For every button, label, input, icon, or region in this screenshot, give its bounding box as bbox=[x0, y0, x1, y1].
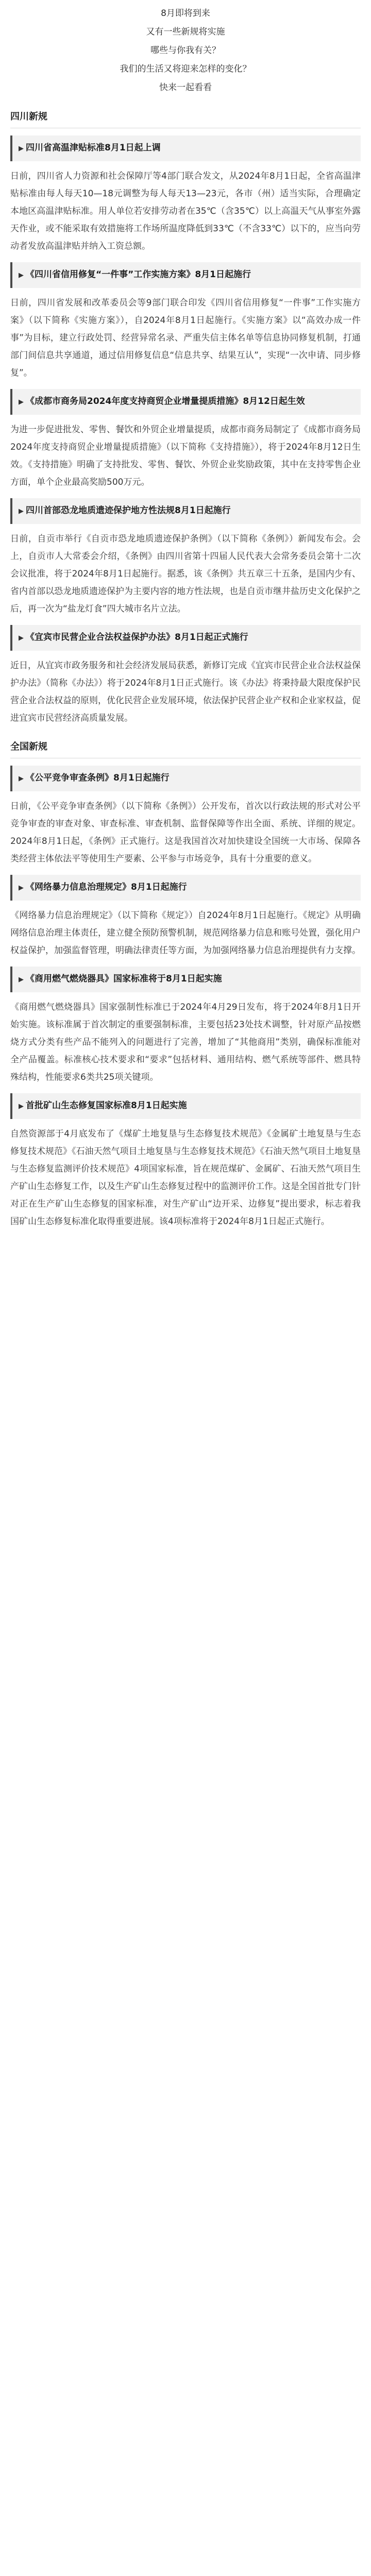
item-heading bbox=[10, 766, 361, 791]
item-heading-text: 首批矿山生态修复国家标准8月1日起实施 bbox=[26, 1100, 187, 1111]
triangle-bullet-icon: ▶ bbox=[19, 398, 24, 406]
triangle-bullet-icon: ▶ bbox=[19, 634, 24, 642]
item-paragraph: 为进一步促进批发、零售、餐饮和外贸企业增量提质，成都市商务局制定了《成都市商务局2024年度支持商贸企业增量提质措施》（以下简称《支持措施》），将于2024年8月12日生效。《支持措施》明确了支持批发、零售、餐饮、外贸企业奖励政策，其中在支持零售企业方面，单个企业最高奖励500万元。 bbox=[10, 425, 361, 487]
item-heading-text: 《公平竞争审查条例》8月1日起施行 bbox=[26, 773, 170, 783]
intro-block bbox=[10, 4, 361, 97]
item-paragraph: 《商用燃气燃烧器具》国家强制性标准已于2024年4月29日发布，将于2024年8月1日开始实施。该标准属于首次制定的重要强制标准，主要包括23处技术调整，针对原产品按燃烧方式分类有些产品不能列入的问题进行了完善，增加了“其他商用”类别，确保标准能对全产品覆盖。标准核心技术要求和“要求”包括材料、通用结构、燃气系统等部件、燃具特殊结构，性能要求6类共25项关键项。 bbox=[10, 1002, 361, 1082]
item-heading bbox=[10, 498, 361, 524]
item-paragraph: 近日，从宜宾市政务服务和社会经济发展局获悉，新修订完成《宜宾市民营企业合法权益保护办法》（简称《办法》）将于2024年8月1日正式施行。该《办法》将秉持最大限度保护民营企业合法权益的原则，优化民营企业发展环境，依法保护民营企业产权和企业家权益，促进宜宾市民营经济高质量发展。 bbox=[10, 660, 361, 723]
article bbox=[0, 0, 371, 1230]
intro-line: 哪些与你我有关？ bbox=[150, 45, 221, 56]
item-heading-text: 《网络暴力信息治理规定》8月1日起施行 bbox=[26, 882, 187, 892]
triangle-bullet-icon: ▶ bbox=[19, 775, 24, 783]
item-heading bbox=[10, 625, 361, 651]
triangle-bullet-icon: ▶ bbox=[19, 507, 24, 515]
item-heading-text: 《宜宾市民营企业合法权益保护办法》8月1日起正式施行 bbox=[26, 632, 248, 642]
item-paragraph: 日前，《公平竞争审查条例》（以下简称《条例》）公开发布，首次以行政法规的形式对公平竞争审查的审查对象、审查标准、审查机制、监督保障等作出全面、系统、详细的规定。2024年8月1日起，《条例》正式施行。这是我国首次对加快建设全国统一大市场、保障各类经营主体依法平等使用生产要素、公平参与市场竞争，具有十分重要的意义。 bbox=[10, 801, 361, 864]
item-heading bbox=[10, 875, 361, 901]
intro-line: 快来一起看看 bbox=[159, 82, 212, 93]
triangle-bullet-icon: ▶ bbox=[19, 884, 24, 892]
item-heading bbox=[10, 135, 361, 161]
item-paragraph: 日前，四川省发展和改革委员会等9部门联合印发《四川省信用修复“一件事”工作实施方案》（以下简称《实施方案》），自2024年8月1日起施行。《实施方案》以“高效办成一件事”为目标，建立行政处罚、经营异常名录、严重失信主体名单等信息协同修复机制，打通部门间信息共享通道，通过信用修复信息“信息共享、结果互认”，实现“一次申请、同步修复”。 bbox=[10, 298, 361, 378]
item-paragraph: 自然资源部于4月底发布了《煤矿土地复垦与生态修复技术规范》《金属矿土地复垦与生态修复技术规范》《石油天然气项目土地复垦与生态修复技术规范》《石油天然气项目土地复垦与生态修复监测评价技术规范》4项国家标准，旨在规范煤矿、金属矿、石油天然气项目生产矿山生态修复工作，以及生产矿山生态修复过程中的监测评价工作。这是全国首批专门针对正在生产矿山生态修复的国家标准，对生产矿山“边开采、边修复”提出要求，标志着我国矿山生态修复标准化取得重要进展。该4项标准将于2024年8月1日起正式施行。 bbox=[10, 1129, 361, 1227]
item-heading bbox=[10, 262, 361, 288]
item-heading-text: 四川省高温津贴标准8月1日起上调 bbox=[26, 143, 161, 153]
item-heading bbox=[10, 389, 361, 415]
intro-line: 我们的生活又将迎来怎样的变化？ bbox=[120, 64, 251, 74]
triangle-bullet-icon: ▶ bbox=[19, 1103, 24, 1110]
item-heading-text: 四川首部恐龙地质遗迹保护地方性法规8月1日起施行 bbox=[26, 505, 231, 516]
item-heading-text: 《四川省信用修复“一件事”工作实施方案》8月1日起施行 bbox=[26, 269, 251, 280]
triangle-bullet-icon: ▶ bbox=[19, 976, 24, 984]
intro-line: 又有一些新规将实施 bbox=[146, 27, 225, 37]
item-paragraph: 日前，四川省人力资源和社会保障厅等4部门联合发文，从2024年8月1日起，全省高温津贴标准由每人每天10—18元调整为每人每天13—23元，各市（州）适当实际，合理确定本地区高温津贴标准。用人单位若安排劳动者在35℃（含35℃）以上高温天气从事室外露天作业，或不能采取有效措施将工作场所温度降低到33℃（不含33℃）以下的，应当向劳动者发放高温津贴并纳入工资总额。 bbox=[10, 171, 361, 251]
item-heading-text: 《成都市商务局2024年度支持商贸企业增量提质措施》8月12日起生效 bbox=[26, 396, 305, 406]
section-title: 四川新规 bbox=[10, 106, 361, 128]
item-paragraph: 《网络暴力信息治理规定》（以下简称《规定》）自2024年8月1日起施行。《规定》从明确网络信息治理主体责任，建立健全预防预警机制，规范网络暴力信息和账号处置，强化用户权益保护，加强监督管理，明确法律责任等方面，为加强网络暴力信息治理提供有力支撑。 bbox=[10, 910, 361, 956]
item-heading bbox=[10, 1093, 361, 1119]
section-title: 全国新规 bbox=[10, 736, 361, 758]
item-paragraph: 日前，自贡市举行《自贡市恐龙地质遗迹保护条例》（以下简称《条例》）新闻发布会。会上，自贡市人大常委会介绍，《条例》由四川省第十四届人民代表大会常务委员会第十二次会议批准，将于2024年8月1日起施行。据悉，该《条例》共五章三十五条，是国内少有、省内首部以恐龙地质遗迹保护为主要内容的地方性法规，也是自贡市继井盐历史文化保护之后，再一次为“盐龙灯食”四大城市名片立法。 bbox=[10, 534, 361, 614]
triangle-bullet-icon: ▶ bbox=[19, 272, 24, 279]
item-heading bbox=[10, 967, 361, 992]
item-heading-text: 《商用燃气燃烧器具》国家标准将于8月1日起实施 bbox=[26, 974, 222, 984]
intro-line: 8月即将到来 bbox=[161, 8, 210, 19]
triangle-bullet-icon: ▶ bbox=[19, 145, 24, 152]
